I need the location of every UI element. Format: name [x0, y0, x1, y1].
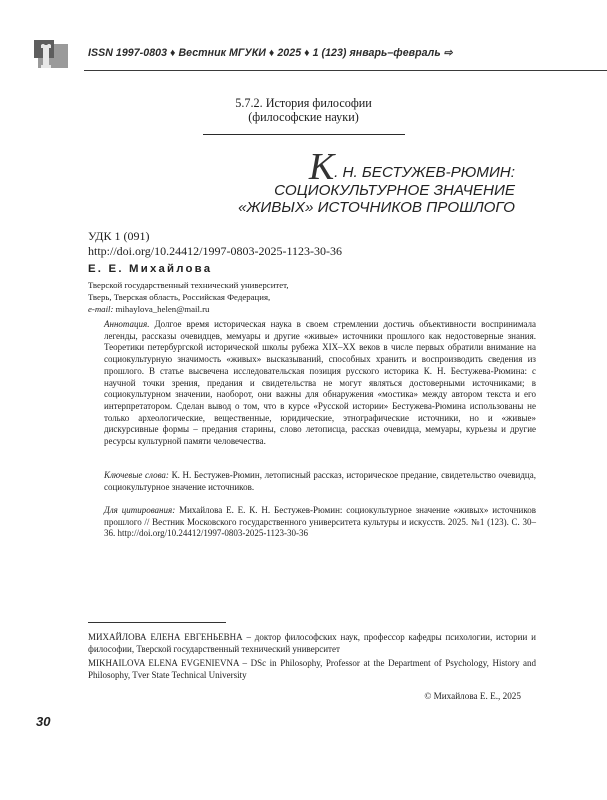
author-email: e-mail: mihaylova_helen@mail.ru — [88, 304, 210, 314]
section-code: 5.7.2. История философии — [235, 96, 372, 110]
abstract-label: Аннотация. — [104, 319, 150, 329]
keywords-label: Ключевые слова: — [104, 470, 169, 480]
keywords — [104, 470, 536, 493]
header-rule — [84, 70, 607, 71]
article-title — [238, 146, 515, 216]
doi-link[interactable]: http://doi.org/10.24412/1997-0803-2025-1123-30-36 — [88, 244, 342, 258]
email-link[interactable]: mihaylova_helen@mail.ru — [115, 304, 210, 314]
title-drop-cap: К — [308, 146, 335, 188]
title-line-2: СОЦИОКУЛЬТУРНОЕ ЗНАЧЕНИЕ — [274, 182, 515, 199]
citation — [104, 505, 536, 540]
author-name: Е. Е. Михайлова — [88, 263, 213, 275]
journal-column-logo-icon — [34, 40, 70, 72]
author-bio-en: MIKHAILOVA ELENA EVGENIEVNA – DSc in Philosophy, Professor at the Department of Psychology, History and Philosophy, Tver State Technical University — [88, 658, 536, 680]
running-head-text: ISSN 1997-0803 ♦ Вестник МГУКИ ♦ 2025 ♦ 1 (123) январь–февраль ⇨ — [88, 47, 453, 59]
citation-text: Михайлова Е. Е. К. Н. Бестужев-Рюмин: социокультурное значение «живых» источников прошлого // Вестник Московского государственного университета культуры и искусств. 2025. №1 (123). С. 30–36. http://doi.org/10.24412/1997-0803-2025-1123-30-36 — [104, 505, 537, 539]
abstract-text: Долгое время историческая наука в своем стремлении достичь объективности воспринимала легенды, рассказы очевидцев, мемуары и другие «живые» источники прошлого как недостоверные знания. Теоретики петербургской исторической школы рубежа XIX–XX веков в числе первых обратили внимание на социокультурную значимость «живых» высказываний, способных хранить и воспроизводить сведения из прошлого. В статье высвечена исследовательская позиция русского историка К. Н. Бестужева-Рюмина: с научной точки зрения, предания и свидетельства не могут являться достоверными источниками; в социокультурном значении, наоборот, они важны для обнаружения «мостика» между автором текста и его интерпретатором. Сделан вывод о том, что в курсе «Русской истории» Бестужева-Рюмина использованы не только археологические, вещественные, юридические, этнографические источники, но и «живые» дискурсивные формы – предания старины, слово летописца, рассказ очевидца, мемуары, курьезы и другие ресурсы культурной памяти человечества. — [104, 319, 537, 447]
title-line-1: К. Н. БЕСТУЖЕВ-РЮМИН: — [308, 146, 515, 188]
footnote-rule — [88, 622, 226, 623]
copyright: © Михайлова Е. Е., 2025 — [424, 691, 521, 701]
page-number: 30 — [36, 714, 51, 729]
running-header — [34, 44, 574, 70]
section-field: (философские науки) — [248, 110, 359, 124]
author-affiliation: Тверской государственный технический университет, — [88, 280, 289, 290]
section-rule — [203, 134, 405, 135]
citation-label: Для цитирования: — [104, 505, 176, 515]
author-bio-ru: МИХАЙЛОВА ЕЛЕНА ЕВГЕНЬЕВНА – доктор философских наук, профессор кафедры психологии, истории и философии, Тверской государственный технический университет — [88, 632, 536, 654]
author-location: Тверь, Тверская область, Российская Федерация, — [88, 292, 271, 302]
title-line-3: «ЖИВЫХ» ИСТОЧНИКОВ ПРОШЛОГО — [238, 199, 515, 216]
keywords-text: К. Н. Бестужев-Рюмин, летописный рассказ, историческое предание, свидетельство очевидца, социокультурное значение источников. — [104, 470, 536, 492]
udk-code: УДК 1 (091) — [88, 229, 150, 243]
abstract — [104, 319, 536, 448]
